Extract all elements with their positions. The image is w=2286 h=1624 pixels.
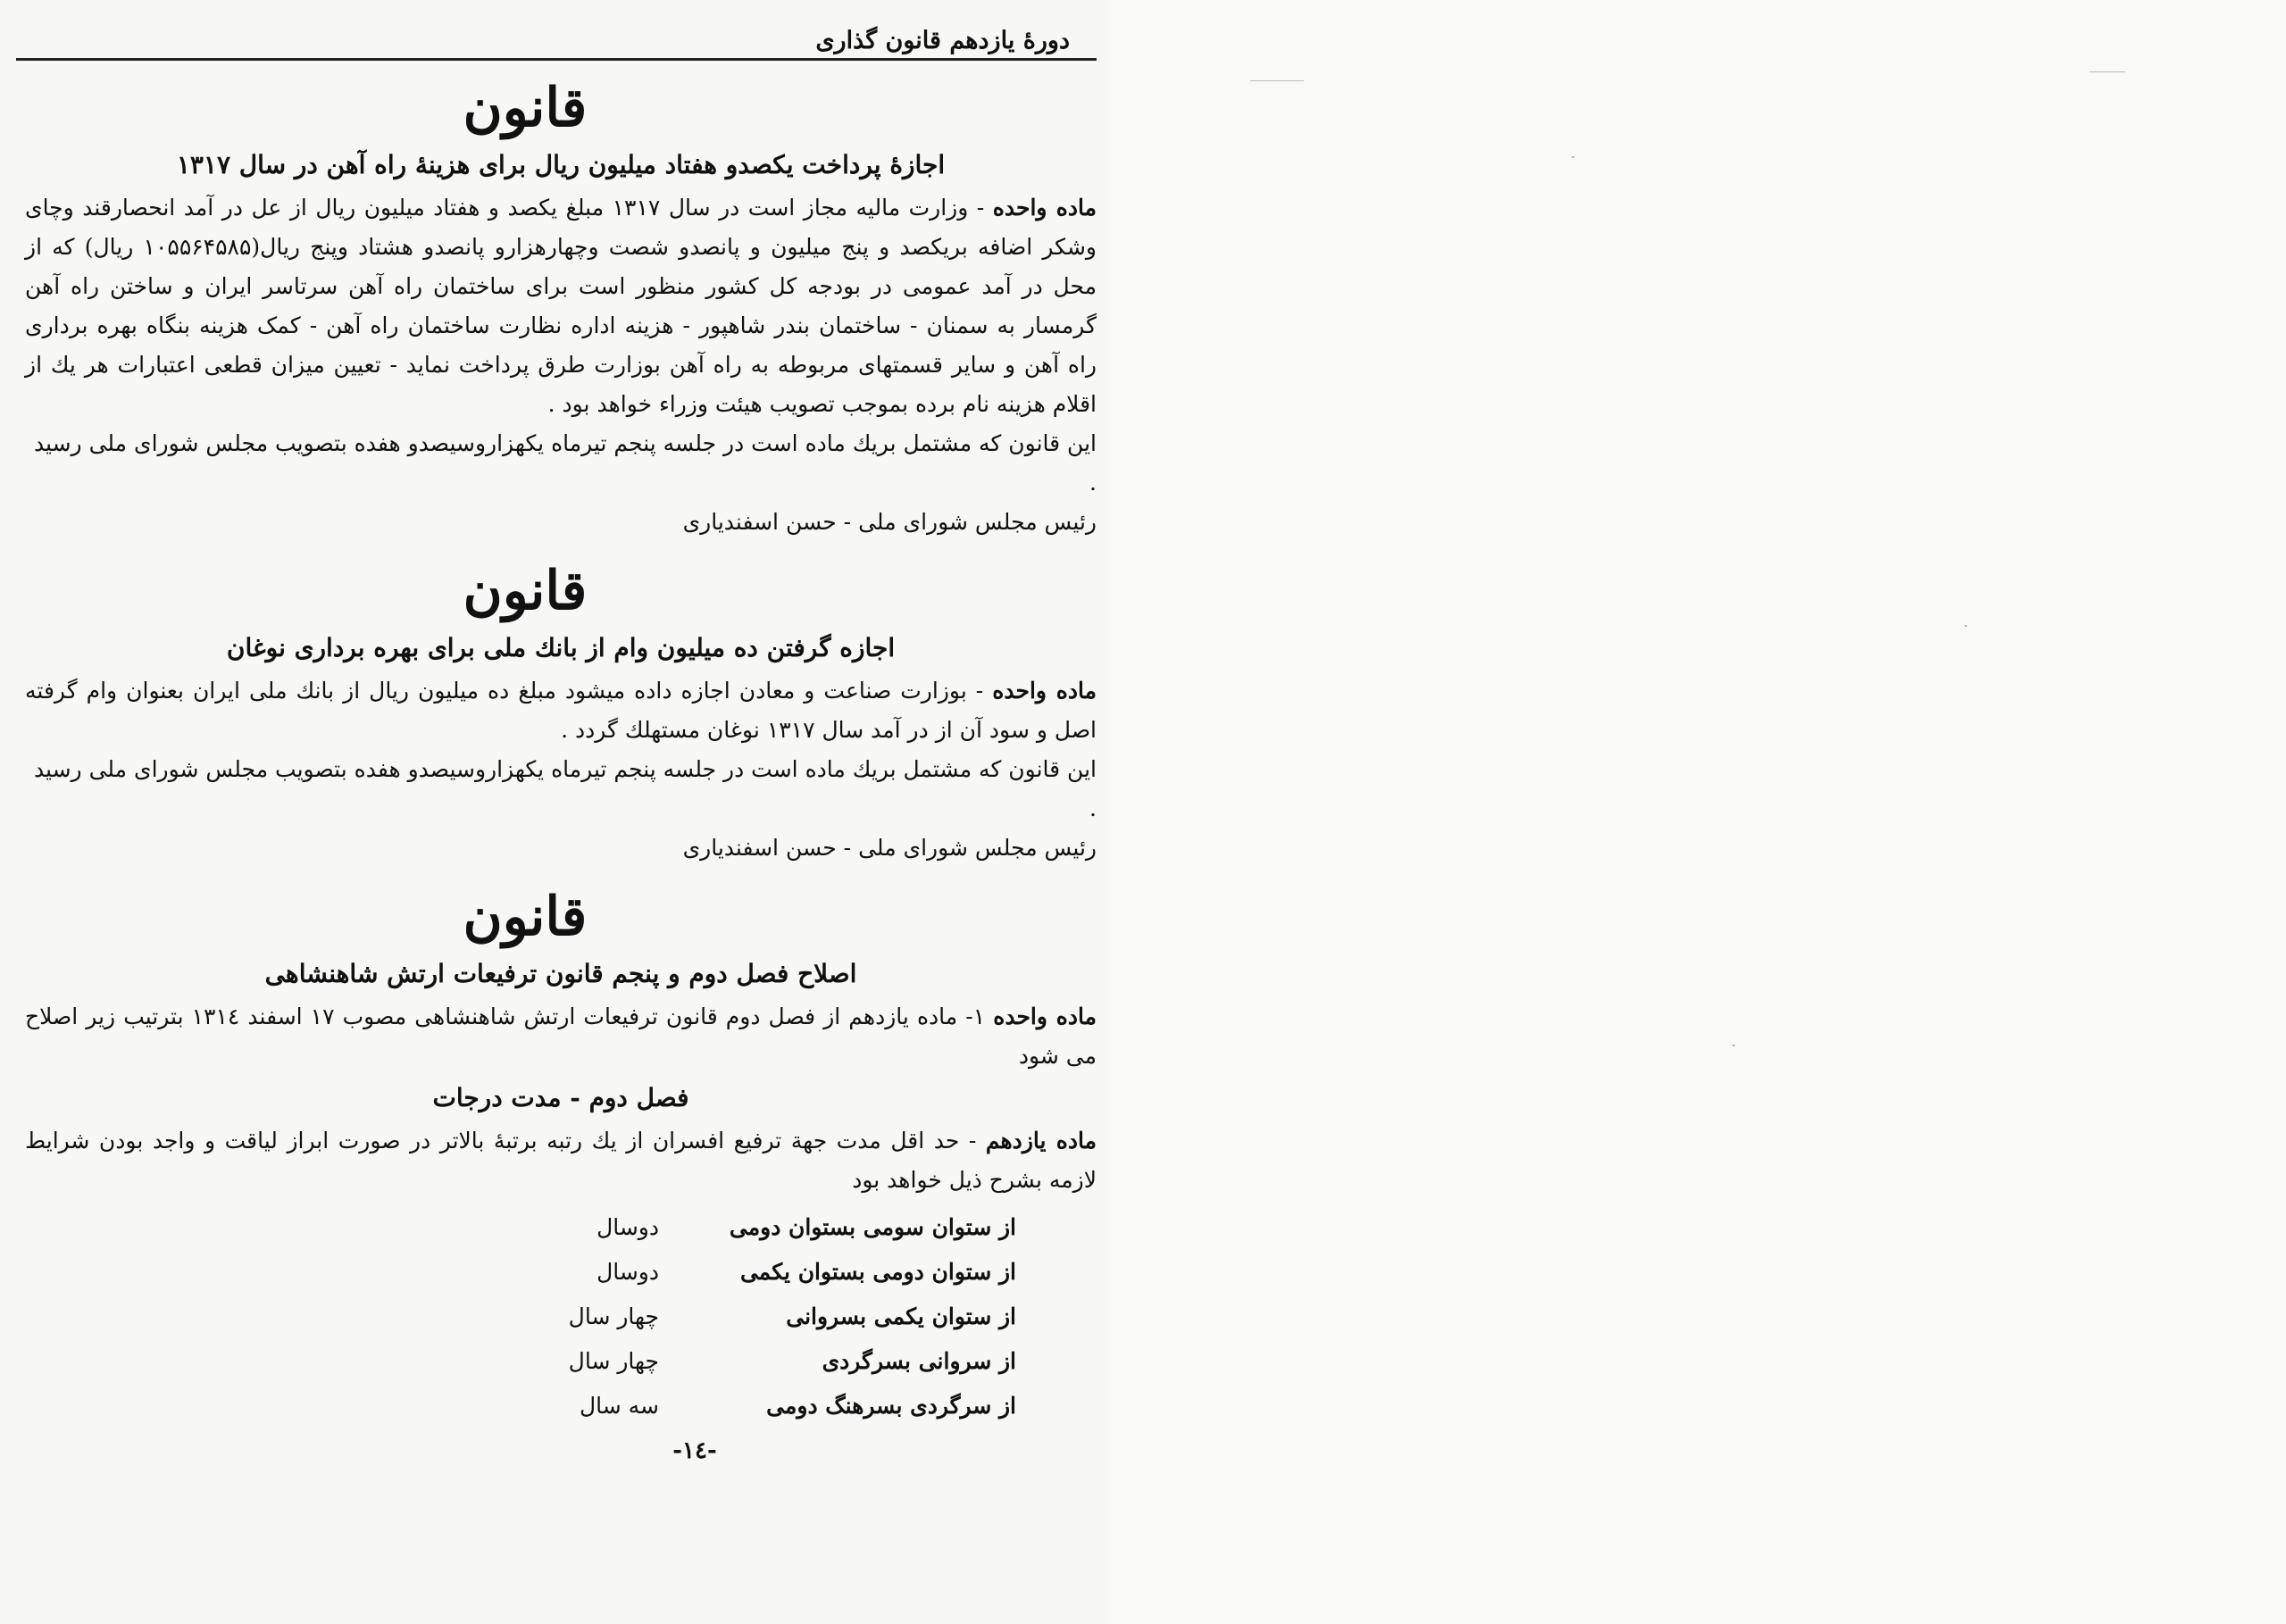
rank-from: از ستوان سومی بستوان دومی (729, 1214, 1016, 1240)
page-content (25, 27, 1097, 1464)
rank-row (25, 1339, 1016, 1384)
signature: رئیس مجلس شورای ملی - حسن اسفندیاری (682, 509, 1097, 535)
article-body: ۱- ماده یازدهم از فصل دوم قانون ترفیعات ارتش شاهنشاهی مصوب ۱۷ اسفند ۱۳۱٤ بترتیب زیر اصلاح می شود (25, 1004, 1097, 1069)
right-page-blank (1107, 0, 2286, 1624)
section-title: فصل دوم - مدت درجات (432, 1083, 689, 1112)
rank-row (25, 1205, 1016, 1250)
rank-from: از سروانی بسرگردی (822, 1348, 1016, 1374)
rank-row (25, 1384, 1016, 1428)
rank-duration: چهار سال (568, 1348, 659, 1374)
law-title: قانون (463, 77, 588, 139)
rank-row (25, 1295, 1016, 1339)
left-page (0, 0, 1107, 1624)
rank-from: از سرگردی بسرهنگ دومی (766, 1393, 1016, 1419)
closing-note: این قانون که مشتمل بریك ماده است در جلسه پنجم تیرماه یکهزاروسیصدو هفده بتصویب مجلس شورای ملی رسید . (33, 756, 1097, 821)
law-subtitle: اصلاح فصل دوم و پنجم قانون ترفیعات ارتش شاهنشاهی (264, 959, 857, 988)
scan-speck (1965, 625, 1967, 627)
rank-duration: سه سال (579, 1393, 659, 1419)
article-text (25, 188, 1097, 424)
law-title: قانون (463, 886, 588, 948)
law-subtitle: اجازه گرفتن ده میلیون وام از بانك ملی برای بهره برداری نوغان (226, 633, 896, 662)
article-body: - بوزارت صناعت و معادن اجازه داده میشود مبلغ ده میلیون ریال از بانك ملی ایران بعنوان وام گرفته اصل و سود آن از در آمد سال ۱۳۱۷ نوغان مستهلك گردد . (25, 678, 1097, 743)
scan-speck (1732, 1045, 1735, 1046)
closing-note: این قانون که مشتمل بریك ماده است در جلسه پنجم تیرماه یکهزاروسیصدو هفده بتصویب مجلس شورای ملی رسید . (33, 430, 1097, 496)
rank-from: از ستوان یکمی بسروانی (786, 1303, 1016, 1329)
law-section-1 (25, 77, 1097, 542)
running-header: دورهٔ یازدهم قانون گذاری (16, 27, 1097, 61)
article-text (25, 997, 1097, 1076)
article-11-body: - حد اقل مدت جهة ترفیع افسران از یك رتبه برتبهٔ بالاتر در صورت ابراز لیاقت و واجد بودن شرایط لازمه بشرح ذیل خواهد بود (25, 1128, 1097, 1193)
rank-row (25, 1250, 1016, 1295)
article-11-label: ماده یازدهم (985, 1128, 1097, 1153)
article-label: ماده واحده (992, 195, 1097, 221)
article-text (25, 671, 1097, 750)
scan-speck (1250, 80, 1304, 81)
rank-duration: دوسال (597, 1214, 659, 1240)
law-subtitle: اجازهٔ پرداخت یکصدو هفتاد میلیون ریال برای هزینهٔ راه آهن در سال ۱۳۱۷ (176, 150, 946, 179)
law-section-2 (25, 560, 1097, 868)
page-number: -۱٤- (672, 1437, 717, 1464)
article-11-text (25, 1121, 1097, 1200)
rank-table (25, 1205, 1097, 1428)
article-label: ماده واحده (993, 1004, 1097, 1029)
rank-duration: دوسال (597, 1259, 659, 1285)
scan-speck (2090, 71, 2125, 72)
scan-speck (1572, 156, 1574, 158)
rank-duration: چهار سال (568, 1303, 659, 1329)
article-body: - وزارت مالیه مجاز است در سال ۱۳۱۷ مبلغ یکصد و هفتاد میلیون ریال از عل در آمد انحصارقند وچای وشکر اضافه بریکصد و پنج میلیون و پانصدو شصت وچهارهزارو پانصدو هشتاد وپنج ریال(۱۰۵۵۶۴۵۸۵ ریال) که از محل در آمد عمومی در بودجه کل کشور منظور است برای ساختمان راه آهن سرتاسر ایران و ساختن راه آهن گرمسار به سمنان - ساختمان بندر شاهپور - هزینه اداره نظارت ساختمان راه آهن - کمک هزینه بنگاه بهره برداری راه آهن و سایر قسمتهای مربوطه به راه آهن بوزارت طرق پرداخت نماید - تعیین میزان قطعی اعتبارات هر یك از اقلام هزینه نام برده بموجب تصویب هیئت وزراء خواهد بود . (25, 195, 1097, 417)
law-title: قانون (463, 560, 588, 622)
signature: رئیس مجلس شورای ملی - حسن اسفندیاری (682, 835, 1097, 861)
rank-from: از ستوان دومی بستوان یکمی (739, 1259, 1016, 1285)
article-label: ماده واحده (992, 678, 1097, 704)
law-section-3 (25, 886, 1097, 1428)
